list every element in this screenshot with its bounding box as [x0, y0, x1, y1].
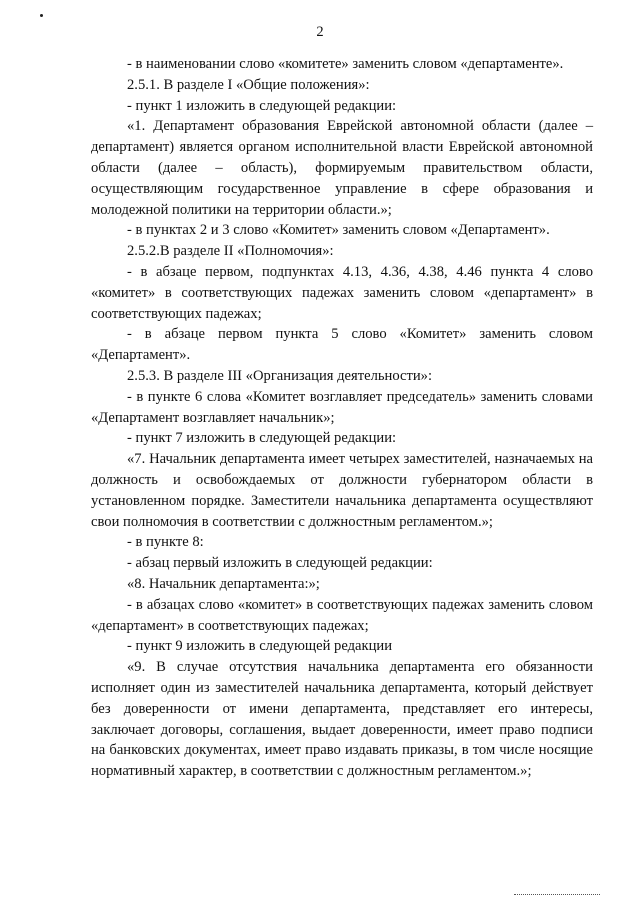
paragraph: - в абзаце первом пункта 5 слово «Комитет» заменить словом «Департамент». — [91, 326, 593, 364]
paragraph: - в пункте 6 слова «Комитет возглавляет председатель» заменить словами «Департамент возглавляет начальник»; — [91, 388, 593, 426]
paragraph: «8. Начальник департамента:»; — [127, 575, 320, 592]
document-body — [91, 54, 593, 782]
paragraph: «7. Начальник департамента имеет четырех заместителей, назначаемых на должность и освобождаемых от должности губернатором области в установленном порядке. Заместители начальника департамента осуществляют свои полномочия в соответствии с должностным регламентом.»; — [91, 451, 593, 530]
paragraph: - в пунктах 2 и 3 слово «Комитет» заменить словом «Департамент». — [127, 222, 550, 239]
page-number: 2 — [316, 24, 324, 40]
paragraph: - пункт 1 изложить в следующей редакции: — [127, 97, 397, 114]
paragraph: - пункт 7 изложить в следующей редакции: — [127, 430, 397, 447]
paragraph: - в абзаце первом, подпунктах 4.13, 4.36, 4.38, 4.46 пункта 4 слово «комитет» в соответствующих падежах заменить словом «департамент» в соответствующих падежах; — [91, 263, 593, 322]
paragraph: - в наименовании слово «комитете» заменить словом «департаменте». — [127, 56, 564, 72]
paragraph: - абзац первый изложить в следующей редакции: — [127, 555, 433, 572]
paragraph: - пункт 9 изложить в следующей редакции — [127, 638, 393, 655]
paragraph: 2.5.3. В разделе III «Организация деятельности»: — [127, 367, 433, 384]
paragraph: 2.5.2.В разделе II «Полномочия»: — [127, 243, 334, 260]
paragraph: 2.5.1. В разделе I «Общие положения»: — [127, 76, 370, 93]
paragraph: «9. В случае отсутствия начальника департамента его обязанности исполняет один из заместителей начальника департамента, который действует без доверенности от имени департамента, представляет его интересы, заключает договоры, соглашения, выдает доверенности, имеет право подписи на банковских документах, имеет право издавать приказы, в том числе носящие нормативный характер, в соответствии с должностным регламентом.»; — [91, 659, 593, 780]
paragraph: - в абзацах слово «комитет» в соответствующих падежах заменить словом «департамент» в соответствующих падежах; — [91, 596, 593, 634]
scan-speck — [40, 14, 43, 17]
paragraph: «1. Департамент образования Еврейской автономной области (далее – департамент) является органом исполнительной власти Еврейской автономной области (далее – область), формируемым правительством области, осуществляющим государственное управление в сфере образования и молодежной политики на территории области.»; — [91, 118, 593, 218]
footer-dotted-line — [514, 894, 600, 895]
paragraph: - в пункте 8: — [127, 534, 204, 551]
